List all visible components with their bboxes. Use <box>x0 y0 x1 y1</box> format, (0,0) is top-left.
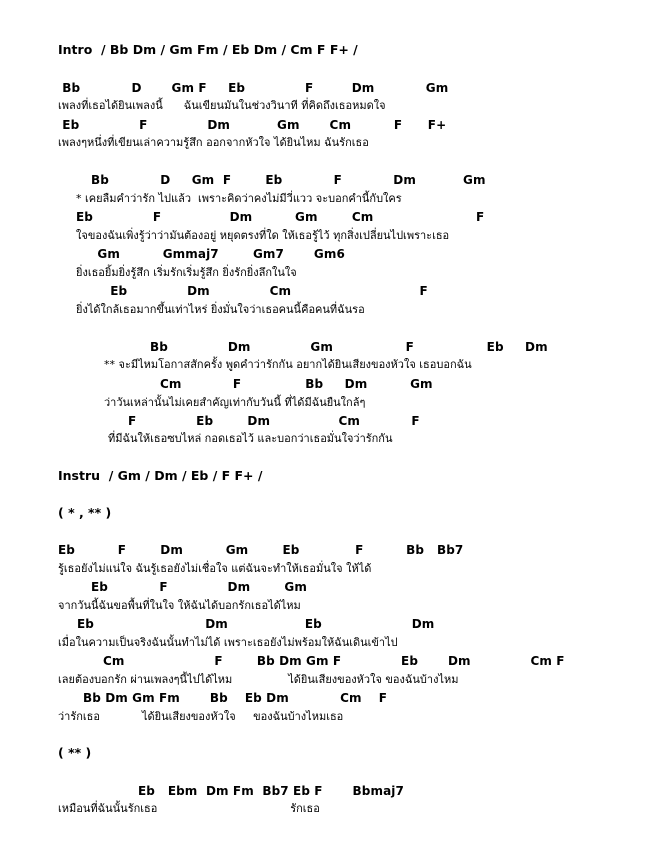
lyric-line: เพลงที่เธอได้ยินเพลงนี้ ฉันเขียนมันในช่วงวินาที ที่คิดถึงเธอหมดใจ <box>58 99 386 112</box>
chord-line: Cm F Bb Dm Gm <box>160 377 433 391</box>
instru-line: Instru / Gm / Dm / Eb / F F+ / <box>58 468 263 483</box>
chord-line: Eb F Dm Gm Cm F <box>76 210 485 224</box>
lyric-line: จากวันนี้ฉันขอพื้นที่ในใจ ให้ฉันได้บอกรักเธอได้ไหม <box>58 599 301 612</box>
chord-line: Bb D Gm F Eb F Dm Gm <box>91 173 486 187</box>
repeat-marker: ( ** ) <box>58 745 92 760</box>
chord-line: Gm Gmmaj7 Gm7 Gm6 <box>76 247 345 261</box>
chord-line: Eb Dm Cm F <box>76 284 428 298</box>
chord-line: Eb Dm Eb Dm <box>77 617 435 631</box>
lyric-line: เมื่อในความเป็นจริงฉันนั้นทำไม่ได้ เพราะเธอยังไม่พร้อมให้ฉันเดินเข้าไป <box>58 636 398 649</box>
lyric-line: ** จะมีไหมโอกาสสักครั้ง พูดคำว่ารักกัน อยากได้ยินเสียงของหัวใจ เธอบอกฉัน <box>104 358 472 371</box>
chord-line: Bb Dm Gm F Eb Dm <box>150 340 548 354</box>
chord-line: Eb Ebm Dm Fm Bb7 Eb F Bbmaj7 <box>138 784 404 798</box>
chord-line: Cm F Bb Dm Gm F Eb Dm Cm F <box>103 654 565 668</box>
chord-line: F Eb Dm Cm F <box>128 414 420 428</box>
lyric-line: ใจของฉันเพิ่งรู้ว่าว่ามันต้องอยู่ หยุดตรงที่ใด ให้เธอรู้ไว้ ทุกสิ่งเปลี่ยนไปเพราะเธอ <box>76 229 450 242</box>
lyric-line: เลยต้องบอกรัก ผ่านเพลงๆนี้ไปได้ไหม ได้ยินเสียงของหัวใจ ของฉันบ้างไหม <box>58 673 459 686</box>
lyric-line: รู้เธอยังไม่แน่ใจ ฉันรู้เธอยังไม่เชื่อใจ แต่ฉันจะทำให้เธอมั่นใจ ให้ได้ <box>58 562 372 575</box>
repeat-marker: ( * , ** ) <box>58 505 112 520</box>
lyric-line: ที่มีฉันให้เธอซบไหล่ กอดเธอไว้ และบอกว่าเธอมั่นใจว่ารักกัน <box>108 432 393 445</box>
chord-line: Eb F Dm Gm <box>91 580 307 594</box>
lyric-line: * เคยลืมคำว่ารัก ไปแล้ว เพราะคิดว่าคงไม่มีวี่แวว จะบอกคำนี้กับใคร <box>76 192 402 205</box>
lyric-line: เพลงๆหนึ่งที่เขียนเล่าความรู้สึก ออกจากหัวใจ ได้ยินไหม ฉันรักเธอ <box>58 136 369 149</box>
chord-line: Bb D Gm F Eb F Dm Gm <box>58 81 449 95</box>
chord-line: Eb F Dm Gm Cm F F+ <box>58 118 447 132</box>
lyric-line: ว่าวันเหล่านั้นไม่เคยสำคัญเท่ากับวันนี้ ที่ได้มีฉันยืนใกล้ๆ <box>104 396 366 409</box>
chord-line: Bb Dm Gm Fm Bb Eb Dm Cm F <box>83 691 388 705</box>
chord-line: Eb F Dm Gm Eb F Bb Bb7 <box>58 543 464 557</box>
lyric-line: เหมือนที่ฉันนั้นรักเธอ รักเธอ <box>58 802 320 815</box>
lyric-line: ว่ารักเธอ ได้ยินเสียงของหัวใจ ของฉันบ้างไหมเธอ <box>58 710 344 723</box>
lyric-line: ยิ่งได้ใกล้เธอมากขึ้นเท่าไหร่ ยิ่งมั่นใจว่าเธอคนนี้คือคนที่ฉันรอ <box>76 303 365 316</box>
lyric-line: ยิ่งเธอยิ้มยิ่งรู้สึก เริ่มรักเริ่มรู้สึก ยิ่งรักยิ่งลึกในใจ <box>76 266 297 279</box>
intro-line: Intro / Bb Dm / Gm Fm / Eb Dm / Cm F F+ / <box>58 42 358 57</box>
